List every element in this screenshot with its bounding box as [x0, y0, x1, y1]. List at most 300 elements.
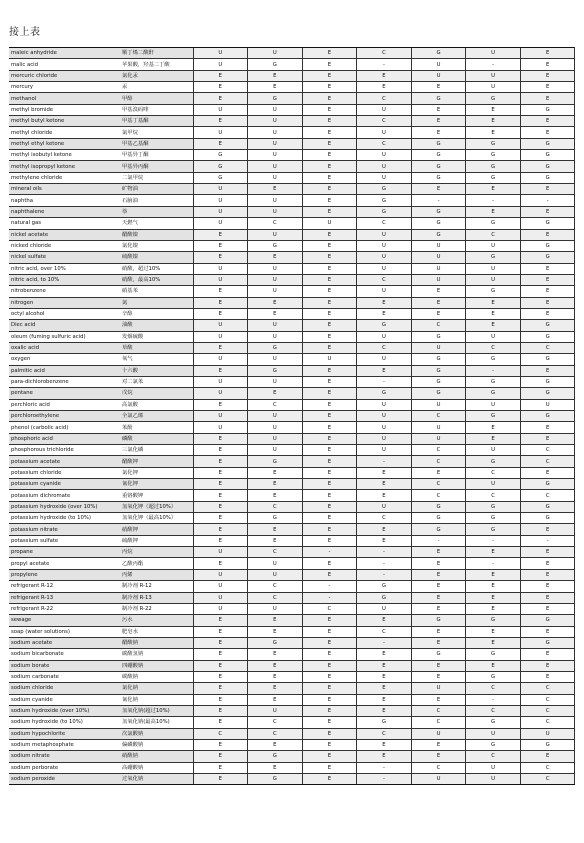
rating-cell: E	[193, 240, 248, 251]
rating-cell: U	[302, 354, 357, 365]
rating-cell: U	[466, 399, 521, 410]
rating-cell: -	[466, 59, 521, 70]
rating-cell: E	[302, 308, 357, 319]
rating-cell: U	[248, 445, 303, 456]
rating-cell: U	[248, 229, 303, 240]
rating-cell: G	[411, 218, 466, 229]
rating-cell: U	[357, 229, 412, 240]
rating-cell: G	[520, 252, 575, 263]
rating-cell: U	[411, 433, 466, 444]
rating-cell: E	[357, 297, 412, 308]
chemical-name-zh: 全氯乙烯	[120, 411, 193, 422]
table-row	[9, 104, 575, 115]
rating-cell: U	[248, 161, 303, 172]
rating-cell: E	[357, 660, 412, 671]
rating-cell: E	[466, 320, 521, 331]
rating-cell: E	[193, 229, 248, 240]
chemical-name-en: malic acid	[9, 59, 120, 70]
table-row	[9, 558, 575, 569]
rating-cell: E	[411, 558, 466, 569]
chemical-name-en: sodium perborate	[9, 762, 120, 773]
chemical-name-en: sodium bicarbonate	[9, 649, 120, 660]
rating-cell: E	[248, 660, 303, 671]
rating-cell: C	[520, 456, 575, 467]
rating-cell: G	[520, 388, 575, 399]
rating-cell: U	[357, 501, 412, 512]
rating-cell: G	[466, 524, 521, 535]
rating-cell: C	[411, 445, 466, 456]
rating-cell: G	[520, 161, 575, 172]
table-row	[9, 524, 575, 535]
rating-cell: U	[248, 150, 303, 161]
rating-cell: E	[466, 433, 521, 444]
rating-cell: E	[520, 127, 575, 138]
table-row	[9, 762, 575, 773]
chemical-name-en: sodium peroxide	[9, 774, 120, 785]
rating-cell: U	[466, 331, 521, 342]
rating-cell: G	[466, 615, 521, 626]
rating-cell: E	[302, 558, 357, 569]
rating-cell: E	[302, 297, 357, 308]
chemical-name-en: refrigerant R-13	[9, 592, 120, 603]
chemical-name-zh: 氢氧化钾（最高10%）	[120, 513, 193, 524]
rating-cell: G	[411, 365, 466, 376]
rating-cell: E	[520, 592, 575, 603]
rating-cell: E	[248, 626, 303, 637]
rating-cell: C	[193, 728, 248, 739]
rating-cell: C	[520, 445, 575, 456]
rating-cell: G	[520, 637, 575, 648]
chemical-name-zh: 萘	[120, 206, 193, 217]
rating-cell: U	[411, 274, 466, 285]
rating-cell: U	[248, 274, 303, 285]
rating-cell: E	[520, 365, 575, 376]
rating-cell: U	[357, 445, 412, 456]
rating-cell: -	[357, 558, 412, 569]
rating-cell: G	[466, 717, 521, 728]
rating-cell: G	[248, 365, 303, 376]
rating-cell: U	[357, 240, 412, 251]
rating-cell: G	[520, 172, 575, 183]
rating-cell: E	[520, 308, 575, 319]
rating-cell: G	[520, 513, 575, 524]
rating-cell: G	[520, 150, 575, 161]
rating-cell: U	[248, 116, 303, 127]
rating-cell: E	[411, 739, 466, 750]
rating-cell: E	[193, 535, 248, 546]
chemical-name-zh: 硝酸钠	[120, 751, 193, 762]
chemical-name-zh: 油酸	[120, 320, 193, 331]
rating-cell: -	[357, 547, 412, 558]
rating-cell: U	[466, 263, 521, 274]
rating-cell: E	[302, 705, 357, 716]
rating-cell: E	[248, 683, 303, 694]
rating-cell: G	[248, 240, 303, 251]
rating-cell: G	[520, 218, 575, 229]
table-row	[9, 615, 575, 626]
rating-cell: U	[357, 411, 412, 422]
rating-cell: E	[520, 569, 575, 580]
rating-cell: E	[411, 297, 466, 308]
table-row	[9, 229, 575, 240]
rating-cell: E	[248, 671, 303, 682]
chemical-name-zh: 碳酸钠	[120, 671, 193, 682]
chemical-name-en: sewage	[9, 615, 120, 626]
chemical-name-en: oxygen	[9, 354, 120, 365]
rating-cell: G	[466, 161, 521, 172]
rating-cell: E	[193, 467, 248, 478]
rating-cell: E	[357, 479, 412, 490]
rating-cell: G	[520, 240, 575, 251]
rating-cell: E	[302, 671, 357, 682]
chemical-name-zh: 制冷剂 R-12	[120, 581, 193, 592]
chemical-name-en: potassium hydroxide (over 10%)	[9, 501, 120, 512]
rating-cell: U	[411, 252, 466, 263]
rating-cell: E	[193, 524, 248, 535]
rating-cell: E	[302, 728, 357, 739]
rating-cell: E	[357, 70, 412, 81]
rating-cell: C	[520, 342, 575, 353]
table-row	[9, 138, 575, 149]
rating-cell: E	[520, 547, 575, 558]
rating-cell: E	[520, 558, 575, 569]
rating-cell: U	[248, 127, 303, 138]
chemical-name-en: sodium hydroxide (to 10%)	[9, 717, 120, 728]
chemical-name-en: methyl butyl ketone	[9, 116, 120, 127]
rating-cell: U	[520, 399, 575, 410]
chemical-name-en: perchloroethylene	[9, 411, 120, 422]
rating-cell: U	[248, 558, 303, 569]
rating-cell: E	[302, 433, 357, 444]
rating-cell: U	[193, 331, 248, 342]
chemical-name-en: maleic anhydride	[9, 48, 120, 59]
rating-cell: U	[357, 422, 412, 433]
rating-cell: -	[411, 535, 466, 546]
rating-cell: G	[411, 649, 466, 660]
chemical-name-zh: 硝酸钾	[120, 524, 193, 535]
rating-cell: G	[466, 501, 521, 512]
rating-cell: U	[248, 422, 303, 433]
chemical-name-zh: 氯化汞	[120, 70, 193, 81]
rating-cell: C	[248, 501, 303, 512]
rating-cell: E	[193, 717, 248, 728]
chemical-name-en: methylene chloride	[9, 172, 120, 183]
rating-cell: E	[520, 433, 575, 444]
rating-cell: G	[411, 229, 466, 240]
chemical-name-zh: 甲基丁基酮	[120, 116, 193, 127]
rating-cell: E	[520, 422, 575, 433]
rating-cell: G	[520, 104, 575, 115]
table-row	[9, 592, 575, 603]
rating-cell: E	[193, 762, 248, 773]
rating-cell: U	[411, 683, 466, 694]
rating-cell: U	[248, 206, 303, 217]
rating-cell: E	[193, 365, 248, 376]
rating-cell: U	[193, 547, 248, 558]
rating-cell: E	[520, 660, 575, 671]
rating-cell: E	[302, 229, 357, 240]
rating-cell: G	[357, 184, 412, 195]
rating-cell: C	[357, 218, 412, 229]
rating-cell: E	[466, 104, 521, 115]
chemical-name-en: sodium metaphosphate	[9, 739, 120, 750]
rating-cell: U	[357, 354, 412, 365]
chemical-name-zh: 高氯酸	[120, 399, 193, 410]
rating-cell: E	[193, 660, 248, 671]
rating-cell: C	[357, 48, 412, 59]
rating-cell: E	[193, 456, 248, 467]
rating-cell: E	[302, 138, 357, 149]
chemical-name-zh: 过氧化钠	[120, 774, 193, 785]
chemical-name-en: sodium acetate	[9, 637, 120, 648]
rating-cell: E	[466, 637, 521, 648]
rating-cell: E	[302, 513, 357, 524]
rating-cell: C	[248, 592, 303, 603]
rating-cell: G	[193, 161, 248, 172]
chemical-name-zh: 氯化钾	[120, 467, 193, 478]
rating-cell: G	[411, 501, 466, 512]
chemical-name-en: phosphoric acid	[9, 433, 120, 444]
chemical-name-zh: 辛醇	[120, 308, 193, 319]
rating-cell: G	[411, 150, 466, 161]
table-row	[9, 308, 575, 319]
chemical-name-en: methyl chloride	[9, 127, 120, 138]
rating-cell: U	[193, 581, 248, 592]
chemical-name-zh: 对二氯苯	[120, 376, 193, 387]
rating-cell: -	[357, 637, 412, 648]
chemical-name-en: naphthalene	[9, 206, 120, 217]
table-row	[9, 206, 575, 217]
table-row	[9, 297, 575, 308]
rating-cell: E	[302, 649, 357, 660]
rating-cell: U	[466, 82, 521, 93]
table-row	[9, 274, 575, 285]
rating-cell: E	[302, 104, 357, 115]
chemical-name-zh: 甲基异丁酮	[120, 150, 193, 161]
rating-cell: C	[357, 116, 412, 127]
rating-cell: U	[248, 331, 303, 342]
rating-cell: G	[466, 513, 521, 524]
chemical-name-en: sodium borate	[9, 660, 120, 671]
chemical-name-zh: 苹果酸，羟基二丁酸	[120, 59, 193, 70]
rating-cell: C	[466, 683, 521, 694]
rating-cell: E	[466, 547, 521, 558]
chemical-name-en: potassium nitrate	[9, 524, 120, 535]
rating-cell: U	[466, 70, 521, 81]
chemical-name-zh: 石脑油	[120, 195, 193, 206]
chemical-name-en: refrigerant R-22	[9, 603, 120, 614]
rating-cell: E	[248, 649, 303, 660]
rating-cell: C	[520, 717, 575, 728]
rating-cell: E	[357, 615, 412, 626]
rating-cell: G	[193, 150, 248, 161]
rating-cell: U	[248, 286, 303, 297]
chemical-name-zh: 制冷剂 R-13	[120, 592, 193, 603]
chemical-name-zh: 硫酸钾	[120, 535, 193, 546]
rating-cell: E	[193, 694, 248, 705]
rating-cell: E	[466, 603, 521, 614]
rating-cell: E	[302, 320, 357, 331]
rating-cell: E	[466, 592, 521, 603]
rating-cell: E	[302, 399, 357, 410]
table-row	[9, 354, 575, 365]
rating-cell: U	[466, 445, 521, 456]
rating-cell: U	[193, 195, 248, 206]
rating-cell: C	[357, 138, 412, 149]
chemical-name-en: potassium hydroxide (to 10%)	[9, 513, 120, 524]
rating-cell: E	[520, 206, 575, 217]
rating-cell: G	[357, 195, 412, 206]
rating-cell: E	[520, 93, 575, 104]
rating-cell: U	[248, 263, 303, 274]
chemical-name-zh: 氢氧化钠(最高10%)	[120, 717, 193, 728]
rating-cell: U	[411, 774, 466, 785]
rating-cell: G	[357, 592, 412, 603]
chemical-name-zh: 发烟硫酸	[120, 331, 193, 342]
chemical-name-zh: 高硼酸钠	[120, 762, 193, 773]
chemical-name-zh: 污水	[120, 615, 193, 626]
table-row	[9, 422, 575, 433]
rating-cell: E	[193, 445, 248, 456]
chemical-name-zh: 醋酸钾	[120, 456, 193, 467]
table-row	[9, 671, 575, 682]
chemical-name-zh: 甲基异丙酮	[120, 161, 193, 172]
rating-cell: U	[357, 286, 412, 297]
rating-cell: E	[411, 467, 466, 478]
rating-cell: E	[357, 82, 412, 93]
rating-cell: E	[193, 308, 248, 319]
rating-cell: E	[193, 399, 248, 410]
rating-cell: E	[357, 751, 412, 762]
rating-cell: E	[248, 694, 303, 705]
chemical-name-en: methyl isopropyl ketone	[9, 161, 120, 172]
rating-cell: E	[411, 547, 466, 558]
rating-cell: C	[248, 581, 303, 592]
chemical-name-zh: 氰化钠	[120, 694, 193, 705]
rating-cell: E	[411, 286, 466, 297]
rating-cell: E	[248, 615, 303, 626]
rating-cell: C	[248, 218, 303, 229]
rating-cell: E	[520, 48, 575, 59]
rating-cell: -	[411, 195, 466, 206]
rating-cell: G	[466, 138, 521, 149]
chemical-name-zh: 肥皂水	[120, 626, 193, 637]
rating-cell: U	[248, 376, 303, 387]
rating-cell: E	[193, 751, 248, 762]
rating-cell: E	[520, 116, 575, 127]
rating-cell: C	[411, 411, 466, 422]
table-row	[9, 569, 575, 580]
rating-cell: E	[520, 581, 575, 592]
rating-cell: E	[466, 116, 521, 127]
rating-cell: U	[411, 399, 466, 410]
rating-cell: E	[302, 411, 357, 422]
rating-cell: E	[411, 104, 466, 115]
rating-cell: E	[302, 456, 357, 467]
rating-cell: E	[302, 626, 357, 637]
rating-cell: U	[248, 705, 303, 716]
chemical-name-en: nitric acid, to 10%	[9, 274, 120, 285]
rating-cell: E	[357, 671, 412, 682]
rating-cell: E	[302, 422, 357, 433]
rating-cell: E	[193, 637, 248, 648]
rating-cell: E	[302, 445, 357, 456]
rating-cell: C	[466, 705, 521, 716]
rating-cell: G	[466, 354, 521, 365]
rating-cell: U	[466, 479, 521, 490]
rating-cell: G	[357, 206, 412, 217]
rating-cell: E	[248, 524, 303, 535]
rating-cell: E	[302, 739, 357, 750]
rating-cell: U	[411, 70, 466, 81]
chemical-name-en: oxalic acid	[9, 342, 120, 353]
rating-cell: C	[520, 490, 575, 501]
chemical-name-zh: 丙烷	[120, 547, 193, 558]
rating-cell: U	[466, 274, 521, 285]
rating-cell: G	[248, 774, 303, 785]
chemical-name-zh: 偏磷酸钠	[120, 739, 193, 750]
table-row	[9, 637, 575, 648]
rating-cell: U	[193, 411, 248, 422]
rating-cell: C	[411, 717, 466, 728]
rating-cell: U	[248, 48, 303, 59]
chemical-name-zh: 次氯酸钠	[120, 728, 193, 739]
rating-cell: E	[411, 660, 466, 671]
rating-cell: E	[302, 331, 357, 342]
rating-cell: G	[248, 342, 303, 353]
rating-cell: G	[466, 376, 521, 387]
rating-cell: -	[357, 762, 412, 773]
rating-cell: E	[357, 524, 412, 535]
rating-cell: G	[466, 388, 521, 399]
rating-cell: G	[411, 388, 466, 399]
chemical-name-en: sodium cyanide	[9, 694, 120, 705]
rating-cell: E	[302, 751, 357, 762]
chemical-name-zh: 四硼酸钠	[120, 660, 193, 671]
table-row	[9, 59, 575, 70]
rating-cell: E	[302, 365, 357, 376]
chemical-name-en: palmitic acid	[9, 365, 120, 376]
rating-cell: U	[357, 399, 412, 410]
table-row	[9, 342, 575, 353]
rating-cell: G	[411, 615, 466, 626]
rating-cell: E	[520, 467, 575, 478]
rating-cell: E	[302, 569, 357, 580]
rating-cell: -	[466, 558, 521, 569]
table-row	[9, 433, 575, 444]
rating-cell: -	[466, 694, 521, 705]
rating-cell: E	[193, 558, 248, 569]
rating-cell: E	[520, 626, 575, 637]
rating-cell: U	[193, 569, 248, 580]
chemical-name-en: phosphorous trichloride	[9, 445, 120, 456]
rating-cell: G	[466, 649, 521, 660]
rating-cell: U	[193, 320, 248, 331]
rating-cell: E	[302, 717, 357, 728]
rating-cell: E	[248, 297, 303, 308]
table-row	[9, 195, 575, 206]
rating-cell: C	[357, 513, 412, 524]
chemical-name-en: potassium dichromate	[9, 490, 120, 501]
chemical-name-zh: 硝酸，最高10%	[120, 274, 193, 285]
rating-cell: U	[357, 433, 412, 444]
rating-cell: E	[466, 184, 521, 195]
table-row	[9, 649, 575, 660]
rating-cell: C	[411, 705, 466, 716]
chemical-name-en: nicked chloride	[9, 240, 120, 251]
rating-cell: C	[411, 762, 466, 773]
rating-cell: E	[302, 206, 357, 217]
